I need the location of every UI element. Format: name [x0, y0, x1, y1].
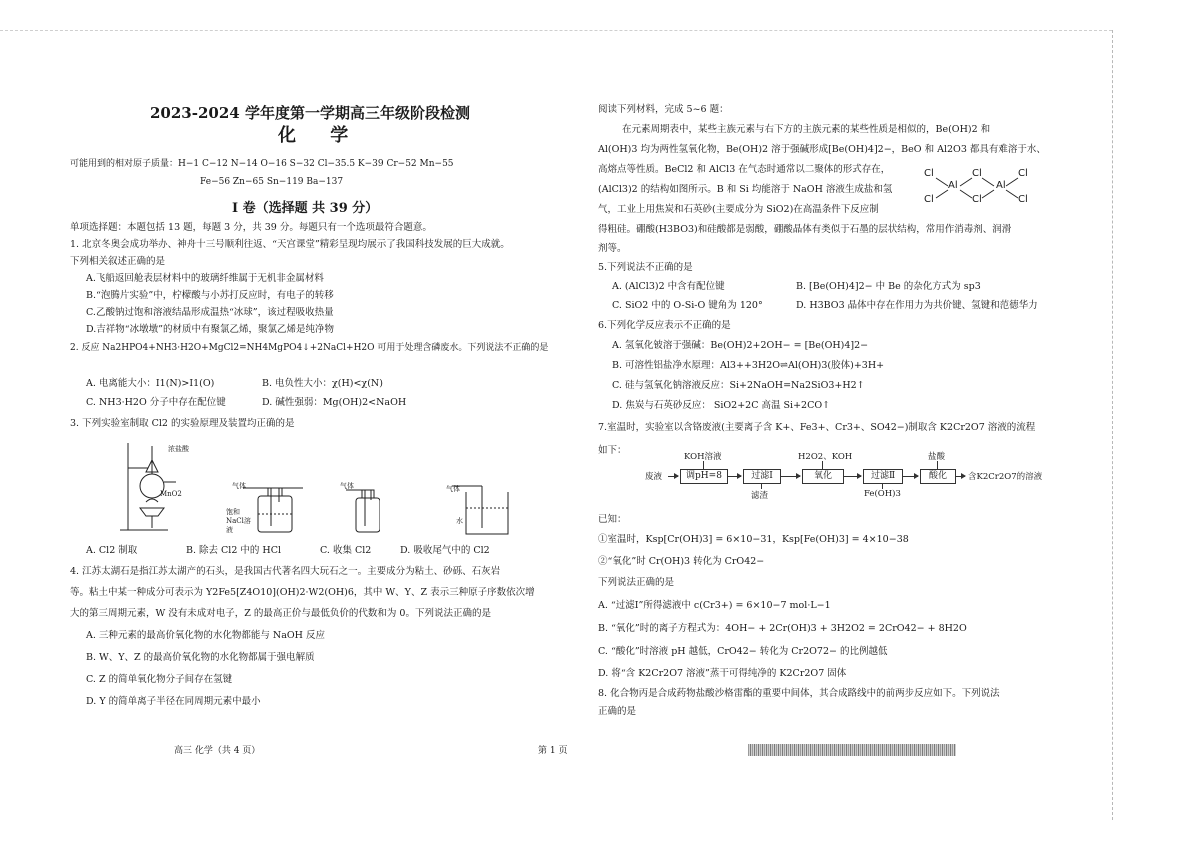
- subject-title: 化 学: [278, 125, 363, 146]
- cl-atom: Cl: [924, 168, 934, 179]
- q1-option-d: D.吉祥物“冰墩墩”的材质中有聚氯乙烯，聚氯乙烯是纯净物: [86, 324, 335, 335]
- apparatus-c: [346, 490, 380, 532]
- label-sat-nacl: 饱和NaCl溶液: [226, 508, 251, 534]
- atomic-masses-line-1: 可能用到的相对原子质量：H−1 C−12 N−14 O−16 S−32 Cl−35.5 K−39 Cr−52 Mn−55: [70, 159, 454, 169]
- flow-step-filter-1: 过滤Ⅰ: [743, 469, 781, 484]
- q7-option-c: C. “酸化”时溶液 pH 越低，CrO42− 转化为 Cr2O72− 的比例越低: [598, 646, 888, 657]
- label-mno2: MnO2: [160, 490, 182, 498]
- al-atom: Al: [948, 180, 958, 191]
- section-heading: I 卷（选择题 共 39 分）: [232, 201, 379, 216]
- flow-arrow: [668, 476, 678, 477]
- q4-stem-2: 等。粘土中某一种成分可表示为 Y2Fe5[Z4O10](OH)2·W2(OH)6，其中 W、Y、Z 表示三种原子序数依次增: [70, 587, 535, 598]
- cl-atom: Cl: [972, 194, 982, 205]
- q2-option-a: A. 电离能大小：I1(N)>I1(O): [86, 378, 215, 389]
- flow-arrow: [727, 476, 741, 477]
- label-gas-b: 气体: [232, 482, 246, 490]
- page-edge-right: [1112, 30, 1113, 820]
- cl-atom: Cl: [972, 168, 982, 179]
- q5-option-d: D. H3BO3 晶体中存在作用力为共价键、氢键和范德华力: [796, 300, 1038, 311]
- q7-option-b: B. “氧化”时的离子方程式为：4OH− + 2Cr(OH)3 + 3H2O2 = 2CrO42− + 8H2O: [598, 623, 967, 634]
- q8-stem-2: 正确的是: [598, 706, 637, 717]
- q7-stem: 7.室温时，实验室以含铬废液(主要离子含 K+、Fe3+、Cr3+、SO42−)制取含 K2Cr2O7 溶液的流程: [598, 422, 1036, 433]
- flow-arrow: [780, 476, 800, 477]
- flow-step-adjust-ph: 调pH=8: [680, 469, 728, 484]
- q6-option-b: B. 可溶性铝盐净水原理：Al3++3H2O⇌Al(OH)3(胶体)+3H+: [612, 360, 885, 371]
- exam-title: 2023-2024 学年度第一学期高三年级阶段检测: [150, 104, 470, 122]
- q4-stem-3: 大的第三周期元素，W 没有未成对电子，Z 的最高正价与最低负价的代数和为 0。下列说法正确的是: [70, 608, 491, 619]
- footer-page-number: 第 1 页: [538, 746, 568, 756]
- q5-option-b: B. [Be(OH)4]2− 中 Be 的杂化方式为 sp3: [796, 281, 981, 292]
- flow-arrow-down: [937, 461, 938, 469]
- flow-product: 含K2Cr2O7的溶液: [968, 472, 1043, 482]
- q4-option-b: B. W、Y、Z 的最高价氧化物的水化物都属于强电解质: [86, 652, 315, 663]
- flow-arrow: [843, 476, 861, 477]
- q2-option-c: C. NH3·H2O 分子中存在配位键: [86, 397, 226, 408]
- q7-option-d: D. 将“含 K2Cr2O7 溶液”蒸干可得纯净的 K2Cr2O7 固体: [598, 668, 847, 679]
- q5-option-c: C. SiO2 中的 O-Si-O 键角为 120°: [612, 300, 763, 311]
- apparatus-a: [120, 443, 176, 530]
- al-atom: Al: [996, 180, 1006, 191]
- flow-reagent-koh: KOH溶液: [684, 452, 722, 462]
- q1-stem-1: 1. 北京冬奥会成功举办、神舟十三号顺利往返、“天宫课堂”精彩呈现均展示了我国科技发展的巨大成就。: [70, 239, 510, 250]
- q7-given-1: ①室温时，Ksp[Cr(OH)3] = 6×10−31，Ksp[Fe(OH)3] = 4×10−38: [598, 534, 909, 545]
- q3-apparatus-d: [452, 478, 522, 538]
- label-gas-d: 气体: [446, 485, 460, 493]
- q3-option-d: D. 吸收尾气中的 Cl2: [400, 545, 490, 556]
- q3-option-c: C. 收集 Cl2: [320, 545, 372, 556]
- page-edge-top: [0, 30, 1112, 31]
- q2-option-b: B. 电负性大小：χ(H)<χ(N): [262, 378, 383, 389]
- flow-arrow-down: [703, 461, 704, 469]
- q6-option-d: D. 焦炭与石英砂反应： SiO2+2C 高温 Si+2CO↑: [612, 400, 831, 411]
- instructions: 单项选择题：本题包括 13 题，每题 3 分，共 39 分。每题只有一个选项最符合题意。: [70, 222, 432, 233]
- q4-option-a: A. 三种元素的最高价氧化物的水化物都能与 NaOH 反应: [86, 630, 325, 641]
- q6-option-c: C. 硅与氢氧化钠溶液反应：Si+2NaOH=Na2SiO3+H2↑: [612, 380, 865, 391]
- flow-feed: 废液: [645, 472, 663, 482]
- q3-option-a: A. Cl2 制取: [86, 545, 138, 556]
- q2-stem: 2. 反应 Na2HPO4+NH3·H2O+MgCl2=NH4MgPO4↓+2NaCl+H2O 可用于处理含磷废水。下列说法不正确的是: [70, 343, 549, 353]
- reading-line-6: 得粗硅。硼酸(H3BO3)和硅酸都是弱酸，硼酸晶体有类似于石墨的层状结构，常用作消毒剂、润滑: [598, 224, 1012, 235]
- label-gas-c: 气体: [340, 482, 354, 490]
- q6-option-a: A. 氢氧化铍溶于强碱：Be(OH)2+2OH− = [Be(OH)4]2−: [612, 340, 869, 351]
- q1-option-a: A.飞船返回舱表层材料中的玻璃纤维属于无机非金属材料: [86, 273, 324, 284]
- flow-residue: 滤渣: [751, 491, 769, 501]
- reading-line-4: (AlCl3)2 的结构如图所示。B 和 Si 均能溶于 NaOH 溶液生成盐和氢: [598, 184, 893, 195]
- flow-step-oxidize: 氧化: [802, 469, 844, 484]
- q2-option-d: D. 碱性强弱：Mg(OH)2<NaOH: [262, 397, 407, 408]
- cl-atom: Cl: [1018, 194, 1028, 205]
- q5-option-a: A. (AlCl3)2 中含有配位键: [612, 281, 725, 292]
- q3-stem: 3. 下列实验室制取 Cl2 的实验原理及装置均正确的是: [70, 418, 295, 429]
- footer-course: 高三 化学（共 4 页）: [174, 746, 261, 756]
- reading-line-3: 高熔点等性质。BeCl2 和 AlCl3 在气态时通常以二聚体的形式存在，: [598, 164, 891, 175]
- flow-arrow: [902, 476, 918, 477]
- flow-arrow-down: [822, 461, 823, 469]
- q7-given-2: ②“氧化”时 Cr(OH)3 转化为 CrO42−: [598, 556, 765, 567]
- reading-line-5: 气，工业上用焦炭和石英砂(主要成分为 SiO2)在高温条件下反应制: [598, 204, 879, 215]
- atomic-masses-line-2: Fe−56 Zn−65 Sn−119 Ba−137: [200, 177, 344, 187]
- q8-stem-1: 8. 化合物丙是合成药物盐酸沙格雷酯的重要中间体，其合成路线中的前两步反应如下。下列说法: [598, 688, 1000, 699]
- barcode-strip: [748, 744, 956, 756]
- flow-arrow: [955, 476, 965, 477]
- flow-step-filter-2: 过滤Ⅱ: [863, 469, 903, 484]
- q7-option-a: A. “过滤Ⅰ”所得滤液中 c(Cr3+) = 6×10−7 mol·L−1: [598, 600, 831, 611]
- reading-line-2: Al(OH)3 均为两性氢氧化物，Be(OH)2 溶于强碱形成[Be(OH)4]2−，BeO 和 Al2O3 都具有难溶于水、: [598, 144, 1046, 155]
- flow-reagent-hcl: 盐酸: [928, 452, 946, 462]
- q1-option-b: B.“泡腾片实验”中，柠檬酸与小苏打反应时，有电子的转移: [86, 290, 334, 301]
- reading-line-7: 剂等。: [598, 243, 627, 254]
- cl-atom: Cl: [924, 194, 934, 205]
- label-water: 水: [456, 517, 463, 525]
- reading-intro: 阅读下列材料，完成 5~6 题：: [598, 104, 729, 115]
- q6-stem: 6.下列化学反应表示不正确的是: [598, 320, 731, 331]
- q4-stem-1: 4. 江苏太湖石是指江苏太湖产的石头，是我国古代著名四大玩石之一。主要成分为粘土、砂砾、石灰岩: [70, 566, 501, 577]
- q1-stem-2: 下列相关叙述正确的是: [70, 256, 166, 267]
- reading-line-1: 在元素周期表中，某些主族元素与右下方的主族元素的某些性质是相似的，Be(OH)2 和: [622, 124, 991, 135]
- q1-option-c: C.乙酸钠过饱和溶液结晶形成温热“冰球”，该过程吸收热量: [86, 307, 334, 318]
- cl-atom: Cl: [1018, 168, 1028, 179]
- flow-step-acidify: 酸化: [920, 469, 956, 484]
- q7-question: 下列说法正确的是: [598, 577, 675, 588]
- q5-stem: 5.下列说法不正确的是: [598, 262, 693, 273]
- q4-option-c: C. Z 的简单氧化物分子间存在氢键: [86, 674, 233, 685]
- label-conc-hcl: 浓盐酸: [168, 445, 189, 453]
- q7-given: 已知：: [598, 514, 627, 525]
- flow-reagent-h2o2: H2O2、KOH: [798, 452, 853, 462]
- q7-flow-intro: 如下：: [598, 445, 627, 456]
- flow-feoh3: Fe(OH)3: [864, 489, 901, 499]
- q3-option-b: B. 除去 Cl2 中的 HCl: [186, 545, 282, 556]
- q4-option-d: D. Y 的简单离子半径在同周期元素中最小: [86, 696, 261, 707]
